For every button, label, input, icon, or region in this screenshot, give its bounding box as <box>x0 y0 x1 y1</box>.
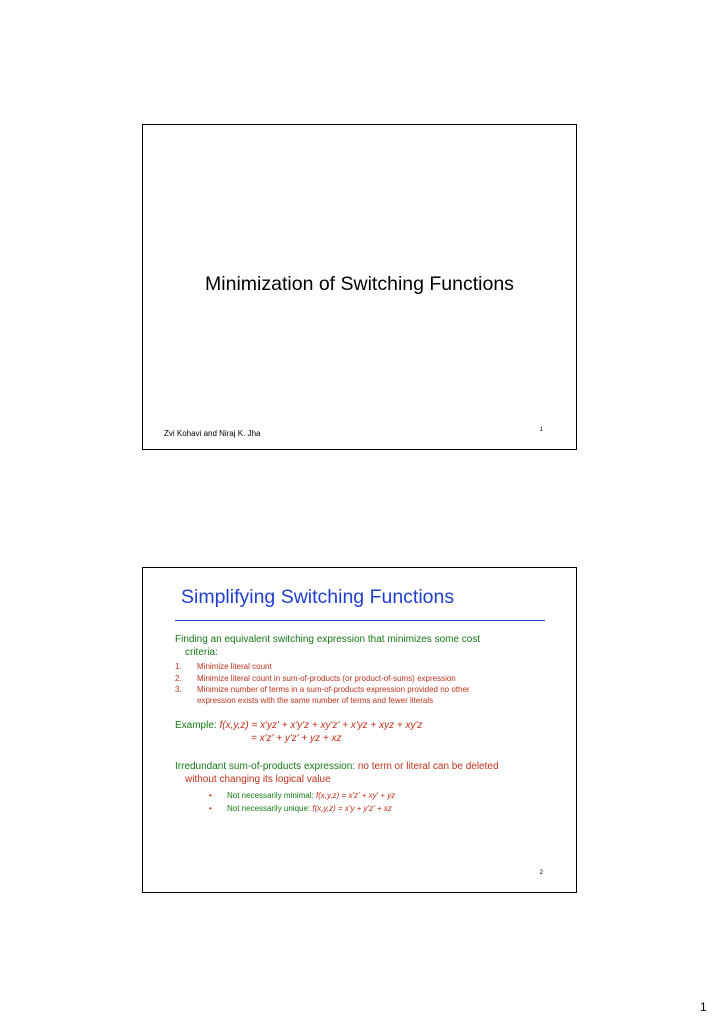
slide-2-number: 2 <box>539 870 543 876</box>
bullet-label: Not necessarily unique: <box>227 804 313 813</box>
bullet-item <box>175 789 555 802</box>
criteria-item <box>175 662 555 673</box>
page-number: 1 <box>700 1000 707 1014</box>
intro-line-1: Finding an equivalent switching expression that minimizes some cost <box>175 634 481 645</box>
bullet-label: Not necessarily minimal: <box>227 791 316 800</box>
slide-2 <box>142 567 577 893</box>
bullet-dot-icon: • <box>209 791 212 800</box>
intro-paragraph <box>175 634 555 659</box>
criteria-list <box>175 662 555 706</box>
criteria-text-cont: expression exists with the same number of terms and fewer literals <box>197 695 434 705</box>
criteria-item <box>175 674 555 685</box>
irredundant-label: Irredundant sum-of-products expression: <box>175 761 356 772</box>
slide-1-footer: Zvi Kohavi and Niraj K. Jha <box>164 429 261 438</box>
slide-1-title: Minimization of Switching Functions <box>205 273 514 295</box>
slide-1 <box>142 124 577 450</box>
example-expression-2: = x'z' + y'z' + yz + xz <box>251 732 342 744</box>
bullet-expression: f(x,y,z) = x'y + y'z' + xz <box>312 804 392 813</box>
criteria-number: 2. <box>175 673 182 683</box>
slide-1-number: 1 <box>539 427 543 433</box>
criteria-item <box>175 685 555 706</box>
slide-2-body <box>175 634 555 815</box>
criteria-text: Minimize number of terms in a sum-of-products expression provided no other <box>197 685 470 694</box>
example-expression-1: f(x,y,z) = x'yz' + x'y'z + xy'z' + x'yz + xyz + xy'z <box>219 720 423 731</box>
slide-2-title: Simplifying Switching Functions <box>181 586 455 608</box>
irredundant-definition-cont: without changing its logical value <box>185 773 331 785</box>
bullet-expression: f(x,y,z) = x'z' + xy' + yz <box>315 791 396 800</box>
example-label: Example: <box>175 720 220 731</box>
criteria-text: Minimize literal count in sum-of-products (or product-of-sums) expression <box>197 673 456 683</box>
irredundant-paragraph <box>175 761 555 786</box>
criteria-text: Minimize literal count <box>197 662 272 671</box>
intro-line-2: criteria: <box>185 646 218 658</box>
bullet-item <box>175 802 555 815</box>
irredundant-definition: no term or literal can be deleted <box>355 761 499 772</box>
title-underline <box>175 620 545 621</box>
bullet-dot-icon: • <box>209 804 212 813</box>
criteria-number: 3. <box>175 685 182 694</box>
criteria-number: 1. <box>175 662 182 671</box>
example-paragraph <box>175 720 555 745</box>
irredundant-bullets <box>175 789 555 815</box>
